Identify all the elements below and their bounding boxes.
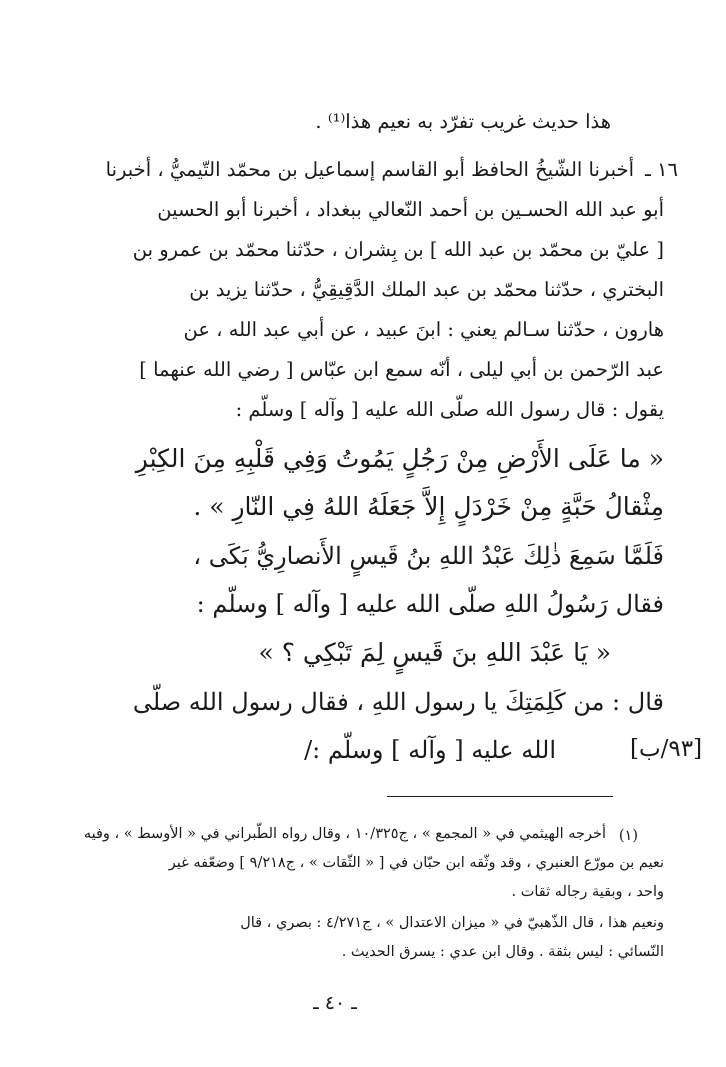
footnote-divider bbox=[387, 796, 613, 797]
text-line: قال : من كَلِمَتِكَ يا رسول اللهِ ، فقال رسول الله صلّى bbox=[132, 688, 664, 716]
footnote-line: النّسائي : ليس بثقة . وقال ابن عدي : يسرق الحديث . bbox=[341, 944, 664, 960]
footnote-number: (١) bbox=[618, 828, 638, 844]
text-line: فقال رَسُولُ اللهِ صلّى الله عليه [ وآله ] وسلّم : bbox=[196, 590, 664, 618]
text-line: أخبرنا الشّيخُ الحافظ أبو القاسم إسماعيل بن محمّد التّيميُّ ، أخبرنا bbox=[105, 158, 634, 181]
text-line: فَلَمَّا سَمِعَ ذٰلِكَ عَبْدُ اللهِ بنُ قَيسٍ الأَنصارِيُّ بَكَى ، bbox=[193, 542, 664, 570]
footnote-line: ونعيم هذا ، قال الذّهبيّ في « ميزان الاعتدال » ، ج٤/٢٧١ : بصري ، قال bbox=[240, 915, 664, 931]
footnote-line: أخرجه الهيثمي في « المجمع » ، ج١٠/٣٢٥ ، وقال رواه الطّبراني في « الأوسط » ، وفيه bbox=[83, 826, 606, 842]
text-line: يقول : قال رسول الله صلّى الله عليه [ وآله ] وسلّم : bbox=[235, 398, 664, 421]
item-number: ١٦ ـ bbox=[645, 158, 678, 181]
hadith-line: « يَا عَبْدَ اللهِ بنَ قَيسٍ لِمَ تَبْكِي ؟ » bbox=[258, 638, 611, 667]
footnote-line: نعيم بن مورّع العنبري ، وقد وثّقه ابن حبّان في [ « الثّقات » ، ج٩/٢١٨ ] وضعّفه غير bbox=[168, 855, 664, 871]
text-line: هارون ، حدّثنا سـالم يعني : ابنَ عبيد ، عن أبي عبد الله ، عن bbox=[183, 318, 664, 341]
page-number: ـ ٤٠ ـ bbox=[313, 992, 357, 1014]
text-line: أبو عبد الله الحسـين بن أحمد النّعالي ببغداد ، أخبرنا أبو الحسين bbox=[157, 198, 664, 221]
footnote-line: واحد ، وبقية رجاله ثقات . bbox=[511, 884, 664, 900]
text-line: عبد الرّحمن بن أبي ليلى ، أنّه سمع ابن عبّاس [ رضي الله عنهما ] bbox=[139, 358, 664, 381]
text-line: الله عليه [ وآله ] وسلّم :/ bbox=[304, 736, 556, 764]
text-line: هذا حديث غريب تفرّد به نعيم هذا⁽¹⁾ . bbox=[315, 110, 611, 133]
margin-marker: [٩٣/ب] bbox=[630, 736, 703, 762]
text-line: البختري ، حدّثنا محمّد بن عبد الملك الدَّقِيقِيُّ ، حدّثنا يزيد بن bbox=[189, 278, 664, 301]
text-line: [ عليّ بن محمّد بن عبد الله ] بن بِشران ، حدّثنا محمّد بن عمرو بن bbox=[132, 238, 664, 261]
hadith-line: مِثْقالُ حَبَّةٍ مِنْ خَرْدَلٍ إِلاَّ جَعَلَهُ اللهُ فِي النّارِ » . bbox=[193, 492, 664, 521]
hadith-line: « ما عَلَى الأَرْضِ مِنْ رَجُلٍ يَمُوتُ وَفِي قَلْبِهِ مِنَ الكِبْرِ bbox=[135, 444, 664, 473]
